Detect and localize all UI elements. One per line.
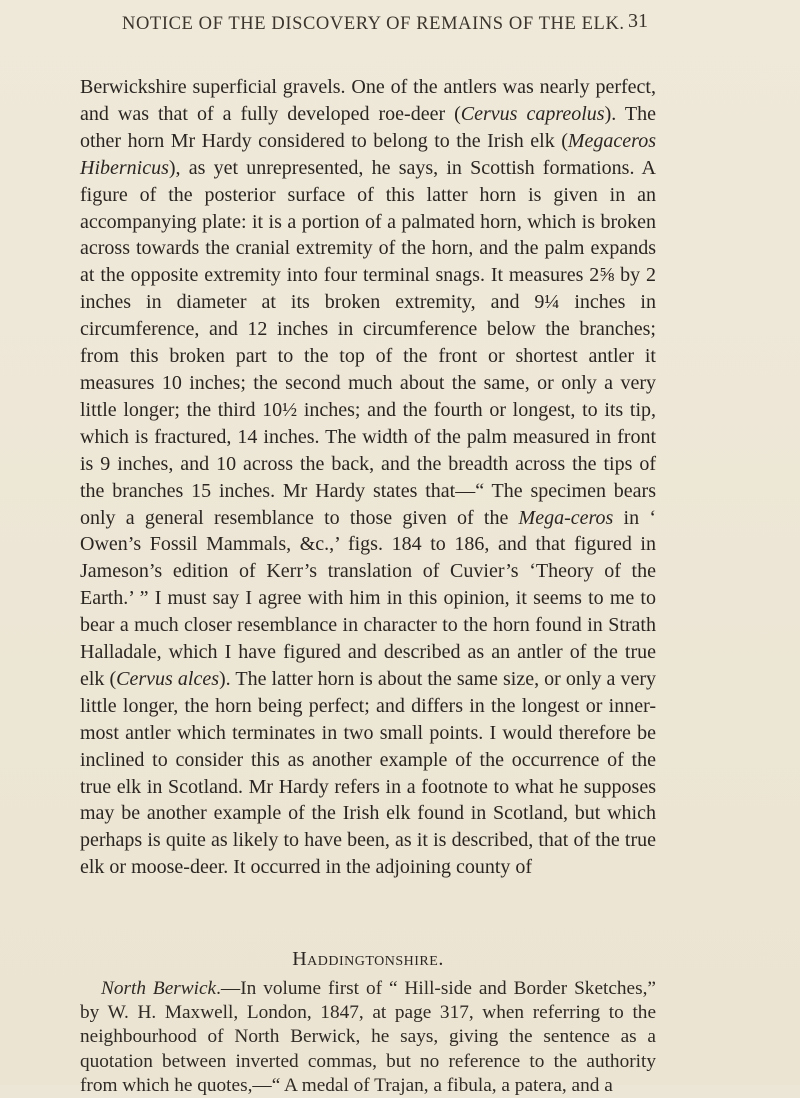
running-header [0, 8, 800, 44]
paragraph-text [80, 977, 656, 1098]
place-name: North Berwick [101, 978, 217, 999]
text-run: Berwickshire superficial gravels. One of the antlers was nearly perfect, and was that of a fully developed roe-deer ( [80, 76, 656, 125]
species-name: Cervus capreolus [460, 102, 605, 125]
main-paragraph [80, 74, 656, 881]
text-run: .—In volume first of “ Hill-side and Border Sketches,” by W. H. Maxwell, London, 1847, at page 317, when referring to the neighbourhood of North Berwick, he says, giving the sentence as a quotation between inverted commas, but no reference to the authority from which he quotes,—“ A medal of Trajan, a fibula, a patera, and a [80, 978, 656, 1096]
paragraph-text [80, 74, 656, 881]
section-heading: Haddingtonshire. [292, 948, 444, 970]
text-run: in ‘ Owen’s Fossil Mammals, &c.,’ figs. 184 to 186, and that figured in Jameson’s edition of Kerr’s translation of Cuvier’s ‘Theory of the Earth.’ ” I must say I agree with him in this opinion, it seems to me to bear a much closer resemblance in character to the horn found in Strath Halladale, which I have figured and described as an antler of the true elk ( [80, 506, 656, 690]
text-run: ), as yet unrepresented, he says, in Scottish formations. A figure of the posterior surface of this latter horn is given in an accompanying plate: it is a portion of a palmated horn, which is broken across towards the cranial extremity of the horn, and the palm expands at the opposite extremity into four terminal snags. It measures 2⅝ by 2 inches in diameter at its broken extremity, and 9¼ inches in circumference, and 12 inches in circumference below the branches; from this broken part to the top of the front or shortest antler it measures 10 inches; the second much about the same, or only a very little longer; the third 10½ inches; and the fourth or longest, to its tip, which is fractured, 14 inches. The width of the palm measured in front is 9 inches, and 10 across the back, and the breadth across the tips of the branches 15 inches. Mr Hardy states that—“ The specimen bears only a general resemblance to those given of the [80, 156, 656, 529]
species-name: Megaceros Hibernicus [80, 129, 656, 179]
running-title: NOTICE OF THE DISCOVERY OF REMAINS OF THE ELK. [122, 14, 625, 34]
species-name: Cervus alces [116, 667, 219, 690]
page-number: 31 [628, 10, 648, 32]
section-paragraph [80, 977, 656, 1098]
text-run: ). The other horn Mr Hardy considered to belong to the Irish elk ( [80, 102, 656, 152]
text-run: ). The latter horn is about the same size, or only a very little longer, the horn being perfect; and differs in the longest or inner-most antler which terminates in two small points. I would therefore be inclined to consider this as another example of the occurrence of the true elk in Scotland. Mr Hardy refers in a footnote to what he supposes may be another example of the Irish elk found in Scotland, but which perhaps is quite as likely to have been, as it is described, that of the true elk or moose-deer. It occurred in the adjoining county of [80, 667, 656, 879]
genus-name: Mega-ceros [518, 506, 614, 529]
